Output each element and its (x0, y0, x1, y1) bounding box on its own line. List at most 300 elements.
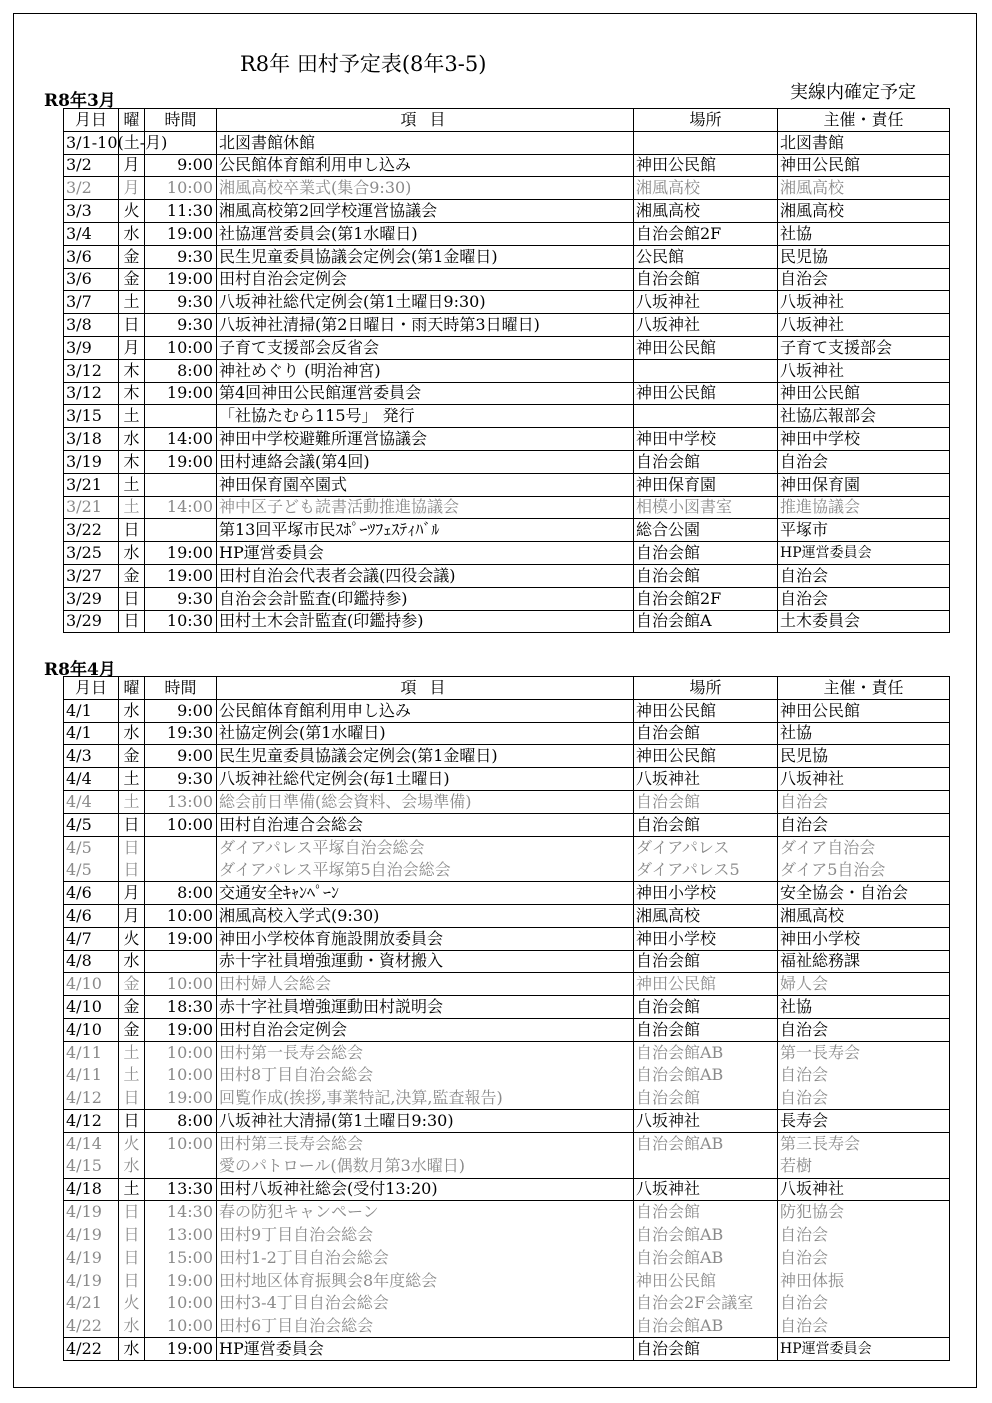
schedule-date: 3/29 (64, 587, 119, 610)
schedule-time: 14:00 (145, 428, 217, 451)
schedule-host: 自治会 (778, 450, 950, 473)
schedule-item: 湘風高校卒業式(集合9:30) (217, 177, 634, 200)
schedule-row (64, 745, 950, 768)
header-date: 月日 (64, 677, 119, 700)
schedule-date: 3/6 (64, 268, 119, 291)
header-time: 時間 (145, 109, 217, 132)
schedule-date: 4/18 (64, 1178, 119, 1201)
schedule-host: 八坂神社 (778, 291, 950, 314)
schedule-date: 4/5 (64, 859, 119, 882)
schedule-date: 3/12 (64, 382, 119, 405)
schedule-host: HP運営委員会 (778, 542, 950, 565)
schedule-date: 4/10 (64, 973, 119, 996)
schedule-place (634, 359, 778, 382)
schedule-weekday: 金 (119, 245, 145, 268)
schedule-item: 交通安全ｷｬﾝﾍﾟｰﾝ (217, 882, 634, 905)
schedule-row (64, 405, 950, 428)
schedule-time: 19:00 (145, 268, 217, 291)
schedule-item: ダイアパレス平塚自治会総会 (217, 836, 634, 859)
schedule-host: 八坂神社 (778, 1178, 950, 1201)
schedule-row (64, 996, 950, 1019)
schedule-item: 第4回神田公民館運営委員会 (217, 382, 634, 405)
schedule-time: 10:00 (145, 1041, 217, 1064)
header-time: 時間 (145, 677, 217, 700)
schedule-place: 八坂神社 (634, 1110, 778, 1133)
schedule-place: 自治会館 (634, 1338, 778, 1361)
schedule-place: 神田保育園 (634, 473, 778, 496)
schedule-host: 若樹 (778, 1155, 950, 1178)
schedule-time: 14:30 (145, 1201, 217, 1224)
schedule-date: 3/2 (64, 177, 119, 200)
schedule-weekday: 水 (119, 428, 145, 451)
schedule-row (64, 473, 950, 496)
schedule-host: 安全協会・自治会 (778, 882, 950, 905)
schedule-weekday: 水 (119, 699, 145, 722)
schedule-row (64, 542, 950, 565)
schedule-time: 14:00 (145, 496, 217, 519)
schedule-weekday: 日 (119, 1224, 145, 1247)
schedule-place: 神田公民館 (634, 382, 778, 405)
schedule-item: 田村自治連合会総会 (217, 813, 634, 836)
schedule-host: 自治会 (778, 1224, 950, 1247)
schedule-weekday: 水 (119, 222, 145, 245)
document-title: R8年 田村予定表(8年3-5) (240, 52, 487, 76)
legend-note: 実線内確定予定 (790, 82, 916, 103)
schedule-host: HP運営委員会 (778, 1338, 950, 1361)
schedule-date: 4/5 (64, 836, 119, 859)
schedule-row (64, 1041, 950, 1064)
schedule-host: 社協 (778, 996, 950, 1019)
table-header-row (64, 109, 950, 132)
schedule-place: 神田公民館 (634, 1269, 778, 1292)
schedule-time: 19:00 (145, 222, 217, 245)
schedule-date: 4/19 (64, 1224, 119, 1247)
schedule-host: 自治会 (778, 1292, 950, 1315)
schedule-row (64, 904, 950, 927)
schedule-row (64, 722, 950, 745)
header-day: 曜 (119, 109, 145, 132)
schedule-date: 4/12 (64, 1110, 119, 1133)
schedule-item: HP運営委員会 (217, 542, 634, 565)
schedule-time: 13:00 (145, 790, 217, 813)
schedule-weekday: 土 (119, 1064, 145, 1087)
schedule-time (145, 836, 217, 859)
schedule-item: 田村第一長寿会総会 (217, 1041, 634, 1064)
schedule-place: 自治会館 (634, 450, 778, 473)
header-host: 主催・責任 (778, 677, 950, 700)
schedule-host: 自治会 (778, 1064, 950, 1087)
schedule-time: 8:00 (145, 882, 217, 905)
april-schedule-table (63, 676, 950, 1361)
schedule-weekday: 土 (119, 790, 145, 813)
schedule-weekday: 水 (119, 1155, 145, 1178)
schedule-item: 神田小学校体育施設開放委員会 (217, 927, 634, 950)
schedule-row (64, 1292, 950, 1315)
schedule-date: 4/10 (64, 1018, 119, 1041)
schedule-time: 8:00 (145, 359, 217, 382)
schedule-date: 4/19 (64, 1246, 119, 1269)
schedule-time: 19:00 (145, 1338, 217, 1361)
schedule-date: 4/15 (64, 1155, 119, 1178)
schedule-row (64, 699, 950, 722)
schedule-date: 4/12 (64, 1087, 119, 1110)
schedule-host: 防犯協会 (778, 1201, 950, 1224)
schedule-weekday: 土 (119, 768, 145, 791)
schedule-host: 八坂神社 (778, 314, 950, 337)
schedule-date: 3/22 (64, 519, 119, 542)
schedule-weekday: 土 (119, 473, 145, 496)
schedule-date: 4/8 (64, 950, 119, 973)
schedule-host: 神田中学校 (778, 428, 950, 451)
schedule-row (64, 1110, 950, 1133)
schedule-item: HP運営委員会 (217, 1338, 634, 1361)
schedule-row (64, 154, 950, 177)
schedule-row (64, 1224, 950, 1247)
schedule-place: 自治会館 (634, 1018, 778, 1041)
schedule-place: 自治会館 (634, 268, 778, 291)
schedule-date: 3/21 (64, 496, 119, 519)
march-rows (64, 131, 950, 633)
schedule-host: 婦人会 (778, 973, 950, 996)
schedule-item: 田村地区体育振興会8年度総会 (217, 1269, 634, 1292)
schedule-weekday: 月 (119, 177, 145, 200)
schedule-time: 11:30 (145, 200, 217, 223)
schedule-date: 4/7 (64, 927, 119, 950)
schedule-time: 10:00 (145, 813, 217, 836)
schedule-host: 民児協 (778, 745, 950, 768)
schedule-time (145, 950, 217, 973)
schedule-row (64, 1155, 950, 1178)
schedule-date: 3/15 (64, 405, 119, 428)
schedule-host: 自治会 (778, 790, 950, 813)
schedule-host: 土木委員会 (778, 610, 950, 633)
schedule-item: 田村3-4丁目自治会総会 (217, 1292, 634, 1315)
schedule-place (634, 1155, 778, 1178)
schedule-item: 愛のパトロール(偶数月第3水曜日) (217, 1155, 634, 1178)
schedule-item: 田村9丁目自治会総会 (217, 1224, 634, 1247)
schedule-row (64, 927, 950, 950)
schedule-item: 八坂神社清掃(第2日曜日・雨天時第3日曜日) (217, 314, 634, 337)
schedule-weekday: 日 (119, 859, 145, 882)
schedule-item: 田村自治会定例会 (217, 1018, 634, 1041)
table-header-row (64, 677, 950, 700)
schedule-date: 4/14 (64, 1132, 119, 1155)
schedule-item: 田村自治会定例会 (217, 268, 634, 291)
schedule-weekday: 水 (119, 950, 145, 973)
schedule-place: 神田公民館 (634, 745, 778, 768)
march-title: R8年3月 (44, 91, 116, 111)
schedule-date: 4/6 (64, 882, 119, 905)
schedule-place: 神田公民館 (634, 154, 778, 177)
schedule-row (64, 610, 950, 633)
schedule-row (64, 1132, 950, 1155)
schedule-place (634, 405, 778, 428)
schedule-host: 福祉総務課 (778, 950, 950, 973)
schedule-date: 3/25 (64, 542, 119, 565)
schedule-place: 自治会館AB (634, 1315, 778, 1338)
schedule-item: 八坂神社大清掃(第1土曜日9:30) (217, 1110, 634, 1133)
schedule-weekday: 金 (119, 745, 145, 768)
schedule-place: 自治会2F会議室 (634, 1292, 778, 1315)
schedule-date: 3/19 (64, 450, 119, 473)
schedule-host: 社協広報部会 (778, 405, 950, 428)
schedule-weekday: 日 (119, 836, 145, 859)
schedule-time (145, 473, 217, 496)
schedule-item: 田村八坂神社総会(受付13:20) (217, 1178, 634, 1201)
schedule-host: 八坂神社 (778, 768, 950, 791)
header-date: 月日 (64, 109, 119, 132)
schedule-row (64, 177, 950, 200)
schedule-host: 自治会 (778, 1246, 950, 1269)
header-day: 曜 (119, 677, 145, 700)
schedule-weekday: 日 (119, 587, 145, 610)
schedule-item: 湘風高校第2回学校運営協議会 (217, 200, 634, 223)
schedule-row (64, 200, 950, 223)
schedule-row (64, 1201, 950, 1224)
april-title: R8年4月 (44, 660, 116, 680)
schedule-place: 自治会館 (634, 1201, 778, 1224)
schedule-place: 八坂神社 (634, 1178, 778, 1201)
schedule-weekday: 木 (119, 359, 145, 382)
schedule-place: 神田公民館 (634, 336, 778, 359)
schedule-place: 自治会館AB (634, 1246, 778, 1269)
schedule-item: 北図書館休館 (217, 131, 634, 154)
schedule-row (64, 768, 950, 791)
schedule-place: 八坂神社 (634, 314, 778, 337)
schedule-weekday: 金 (119, 973, 145, 996)
schedule-item: 「社協たむら115号」 発行 (217, 405, 634, 428)
schedule-row (64, 950, 950, 973)
schedule-row (64, 1246, 950, 1269)
schedule-time: 9:00 (145, 745, 217, 768)
schedule-date: 4/22 (64, 1338, 119, 1361)
schedule-host: 推進協議会 (778, 496, 950, 519)
schedule-host: 自治会 (778, 564, 950, 587)
schedule-row (64, 222, 950, 245)
schedule-place: 自治会館AB (634, 1224, 778, 1247)
schedule-row (64, 813, 950, 836)
schedule-item: 回覧作成(挨拶,事業特記,決算,監査報告) (217, 1087, 634, 1110)
schedule-row (64, 428, 950, 451)
header-place: 場所 (634, 677, 778, 700)
schedule-date: 4/1 (64, 699, 119, 722)
schedule-weekday: 木 (119, 382, 145, 405)
schedule-host: 湘風高校 (778, 177, 950, 200)
schedule-item: 民生児童委員協議会定例会(第1金曜日) (217, 745, 634, 768)
schedule-time (145, 859, 217, 882)
schedule-time: 10:30 (145, 610, 217, 633)
schedule-row (64, 291, 950, 314)
schedule-item: 公民館体育館利用申し込み (217, 699, 634, 722)
schedule-row (64, 587, 950, 610)
schedule-date: 4/19 (64, 1269, 119, 1292)
schedule-weekday: 日 (119, 1087, 145, 1110)
schedule-host: ダイア自治会 (778, 836, 950, 859)
schedule-time: 13:30 (145, 1178, 217, 1201)
schedule-date: 4/11 (64, 1041, 119, 1064)
schedule-time: 10:00 (145, 177, 217, 200)
schedule-item: 第13回平塚市民ｽﾎﾟｰﾂﾌｪｽﾃｨﾊﾞﾙ (217, 519, 634, 542)
schedule-place: 自治会館 (634, 1087, 778, 1110)
schedule-host: 神田体振 (778, 1269, 950, 1292)
schedule-time: 10:00 (145, 1315, 217, 1338)
schedule-place: 自治会館 (634, 790, 778, 813)
schedule-item: 赤十字社員増強運動田村説明会 (217, 996, 634, 1019)
schedule-time: 18:30 (145, 996, 217, 1019)
schedule-weekday: 土 (119, 1041, 145, 1064)
schedule-place: 神田公民館 (634, 973, 778, 996)
schedule-row (64, 1315, 950, 1338)
schedule-weekday: 土 (119, 1178, 145, 1201)
schedule-date: 4/19 (64, 1201, 119, 1224)
schedule-time: 19:30 (145, 722, 217, 745)
schedule-weekday: 日 (119, 1269, 145, 1292)
header-item: 項 目 (217, 677, 634, 700)
schedule-weekday: 月 (119, 336, 145, 359)
schedule-item: 田村連絡会議(第4回) (217, 450, 634, 473)
schedule-item: 総会前日準備(総会資料、会場準備) (217, 790, 634, 813)
schedule-item: 神田保育園卒園式 (217, 473, 634, 496)
schedule-weekday: 日 (119, 519, 145, 542)
schedule-time: 19:00 (145, 450, 217, 473)
schedule-date: 3/6 (64, 245, 119, 268)
schedule-host: 平塚市 (778, 519, 950, 542)
schedule-date: 4/10 (64, 996, 119, 1019)
schedule-row (64, 973, 950, 996)
schedule-time: 10:00 (145, 1292, 217, 1315)
header-place: 場所 (634, 109, 778, 132)
schedule-place: 自治会館 (634, 722, 778, 745)
schedule-place: 総合公園 (634, 519, 778, 542)
schedule-row (64, 245, 950, 268)
schedule-place: 八坂神社 (634, 291, 778, 314)
schedule-date: 3/18 (64, 428, 119, 451)
schedule-row (64, 1018, 950, 1041)
schedule-row (64, 314, 950, 337)
schedule-time: 9:00 (145, 154, 217, 177)
schedule-time: 9:00 (145, 699, 217, 722)
schedule-place: 神田小学校 (634, 882, 778, 905)
schedule-row (64, 836, 950, 859)
schedule-host: 神田保育園 (778, 473, 950, 496)
schedule-time: 10:00 (145, 1132, 217, 1155)
schedule-place: 自治会館A (634, 610, 778, 633)
schedule-weekday: 火 (119, 1292, 145, 1315)
schedule-time: 10:00 (145, 336, 217, 359)
schedule-weekday: 金 (119, 1018, 145, 1041)
schedule-time: 9:30 (145, 245, 217, 268)
schedule-date: 4/5 (64, 813, 119, 836)
schedule-row (64, 336, 950, 359)
schedule-row (64, 519, 950, 542)
schedule-item: 田村1-2丁目自治会総会 (217, 1246, 634, 1269)
schedule-item: 八坂神社総代定例会(毎1土曜日) (217, 768, 634, 791)
schedule-host: 湘風高校 (778, 904, 950, 927)
march-schedule-table (63, 108, 950, 633)
schedule-date: 3/2 (64, 154, 119, 177)
schedule-host: 自治会 (778, 268, 950, 291)
header-item: 項 目 (217, 109, 634, 132)
schedule-item: 田村婦人会総会 (217, 973, 634, 996)
schedule-date: 4/22 (64, 1315, 119, 1338)
schedule-item: 神中区子ども読書活動推進協議会 (217, 496, 634, 519)
schedule-weekday: 日 (119, 813, 145, 836)
schedule-row (64, 1064, 950, 1087)
schedule-weekday: 火 (119, 200, 145, 223)
schedule-item: ダイアパレス平塚第5自治会総会 (217, 859, 634, 882)
schedule-host: 北図書館 (778, 131, 950, 154)
schedule-weekday: 日 (119, 1201, 145, 1224)
schedule-row (64, 382, 950, 405)
schedule-host: 子育て支援部会 (778, 336, 950, 359)
schedule-row (64, 1087, 950, 1110)
schedule-item: 田村自治会代表者会議(四役会議) (217, 564, 634, 587)
schedule-host: 長寿会 (778, 1110, 950, 1133)
schedule-host: 神田公民館 (778, 699, 950, 722)
schedule-weekday: 日 (119, 314, 145, 337)
schedule-time (145, 1155, 217, 1178)
schedule-place: 神田中学校 (634, 428, 778, 451)
schedule-date: 3/21 (64, 473, 119, 496)
schedule-item: 田村第三長寿会総会 (217, 1132, 634, 1155)
schedule-place: 神田小学校 (634, 927, 778, 950)
schedule-weekday: 水 (119, 1315, 145, 1338)
schedule-host: 民児協 (778, 245, 950, 268)
schedule-weekday: 土 (119, 291, 145, 314)
schedule-weekday: 土 (119, 496, 145, 519)
schedule-place: ダイアパレス (634, 836, 778, 859)
schedule-host: ダイア5自治会 (778, 859, 950, 882)
schedule-host: 自治会 (778, 1315, 950, 1338)
schedule-place: 自治会館 (634, 564, 778, 587)
schedule-time: 19:00 (145, 1087, 217, 1110)
schedule-item: 田村6丁目自治会総会 (217, 1315, 634, 1338)
schedule-row (64, 1338, 950, 1361)
schedule-host: 自治会 (778, 587, 950, 610)
schedule-row (64, 131, 950, 154)
schedule-time: 19:00 (145, 1018, 217, 1041)
schedule-time: 9:30 (145, 587, 217, 610)
schedule-row (64, 450, 950, 473)
schedule-item: 赤十字社員増強運動・資材搬入 (217, 950, 634, 973)
schedule-row (64, 790, 950, 813)
schedule-row (64, 1178, 950, 1201)
schedule-host: 自治会 (778, 1087, 950, 1110)
schedule-place: 自治会館2F (634, 222, 778, 245)
schedule-item: 自治会会計監査(印鑑持参) (217, 587, 634, 610)
schedule-place: 自治会館2F (634, 587, 778, 610)
schedule-item: 社協運営委員会(第1水曜日) (217, 222, 634, 245)
schedule-date: 3/4 (64, 222, 119, 245)
schedule-host: 社協 (778, 222, 950, 245)
schedule-item: 公民館体育館利用申し込み (217, 154, 634, 177)
schedule-date: 4/4 (64, 790, 119, 813)
schedule-item: 社協定例会(第1水曜日) (217, 722, 634, 745)
schedule-item: 神社めぐり (明治神宮) (217, 359, 634, 382)
schedule-date: 3/12 (64, 359, 119, 382)
schedule-weekday: 月 (119, 882, 145, 905)
schedule-time: 13:00 (145, 1224, 217, 1247)
schedule-weekday: 日 (119, 610, 145, 633)
schedule-date: 4/21 (64, 1292, 119, 1315)
header-host: 主催・責任 (778, 109, 950, 132)
schedule-weekday: 水 (119, 1338, 145, 1361)
schedule-place: 湘風高校 (634, 200, 778, 223)
schedule-time: 9:30 (145, 291, 217, 314)
schedule-host: 神田公民館 (778, 382, 950, 405)
schedule-date: 3/7 (64, 291, 119, 314)
schedule-host: 社協 (778, 722, 950, 745)
